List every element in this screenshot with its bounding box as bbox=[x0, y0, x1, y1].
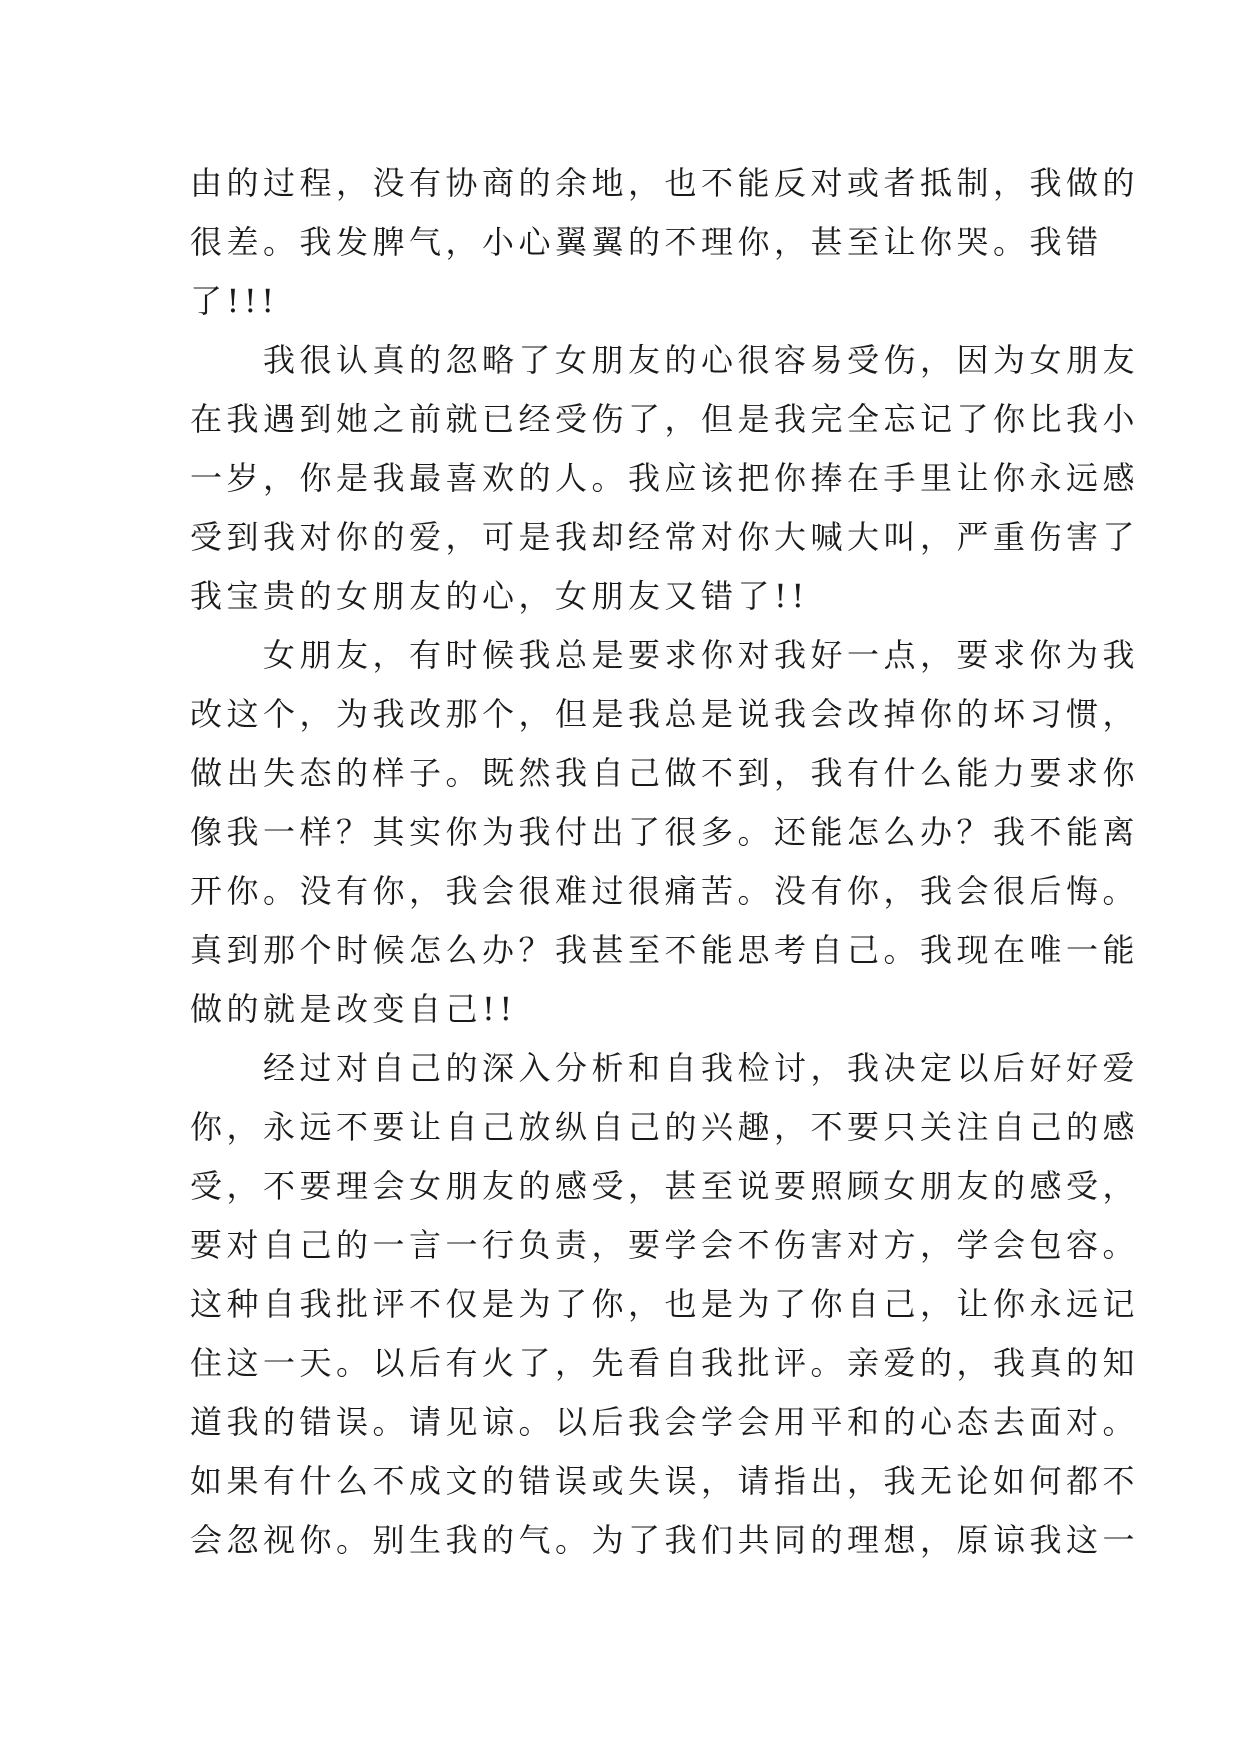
text-line: 在我遇到她之前就已经受伤了，但是我完全忘记了你比我小 bbox=[190, 400, 1140, 438]
text-line: 一岁，你是我最喜欢的人。我应该把你捧在手里让你永远感 bbox=[190, 459, 1140, 497]
text-line: 受到我对你的爱，可是我却经常对你大喊大叫，严重伤害了 bbox=[190, 518, 1140, 556]
body-text bbox=[190, 154, 1140, 1570]
text-line: 了!!! bbox=[190, 282, 279, 320]
text-line: 改这个，为我改那个，但是我总是说我会改掉你的坏习惯， bbox=[190, 695, 1140, 733]
text-line: 会忽视你。别生我的气。为了我们共同的理想，原谅我这一 bbox=[190, 1521, 1140, 1559]
text-line: 如果有什么不成文的错误或失误，请指出，我无论如何都不 bbox=[190, 1462, 1140, 1500]
text-line: 住这一天。以后有火了，先看自我批评。亲爱的，我真的知 bbox=[190, 1344, 1140, 1382]
text-line: 女朋友，有时候我总是要求你对我好一点，要求你为我 bbox=[190, 636, 1140, 674]
text-line: 道我的错误。请见谅。以后我会学会用平和的心态去面对。 bbox=[190, 1403, 1140, 1441]
text-line: 这种自我批评不仅是为了你，也是为了你自己，让你永远记 bbox=[190, 1285, 1140, 1323]
text-line: 做的就是改变自己!! bbox=[190, 990, 517, 1028]
text-line: 你，永远不要让自己放纵自己的兴趣，不要只关注自己的感 bbox=[190, 1108, 1140, 1146]
text-line: 要对自己的一言一行负责，要学会不伤害对方，学会包容。 bbox=[190, 1226, 1140, 1264]
text-line: 受，不要理会女朋友的感受，甚至说要照顾女朋友的感受， bbox=[190, 1167, 1140, 1205]
text-line: 真到那个时候怎么办？我甚至不能思考自己。我现在唯一能 bbox=[190, 931, 1140, 969]
text-line: 我很认真的忽略了女朋友的心很容易受伤，因为女朋友 bbox=[190, 341, 1140, 379]
text-line: 很差。我发脾气，小心翼翼的不理你，甚至让你哭。我错 bbox=[190, 223, 1103, 261]
text-line: 我宝贵的女朋友的心，女朋友又错了!! bbox=[190, 577, 809, 615]
text-line: 开你。没有你，我会很难过很痛苦。没有你，我会很后悔。 bbox=[190, 872, 1140, 910]
text-line: 经过对自己的深入分析和自我检讨，我决定以后好好爱 bbox=[190, 1049, 1140, 1087]
text-line: 由的过程，没有协商的余地，也不能反对或者抵制，我做的 bbox=[190, 164, 1140, 202]
text-line: 做出失态的样子。既然我自己做不到，我有什么能力要求你 bbox=[190, 754, 1140, 792]
text-line: 像我一样？其实你为我付出了很多。还能怎么办？我不能离 bbox=[190, 813, 1140, 851]
